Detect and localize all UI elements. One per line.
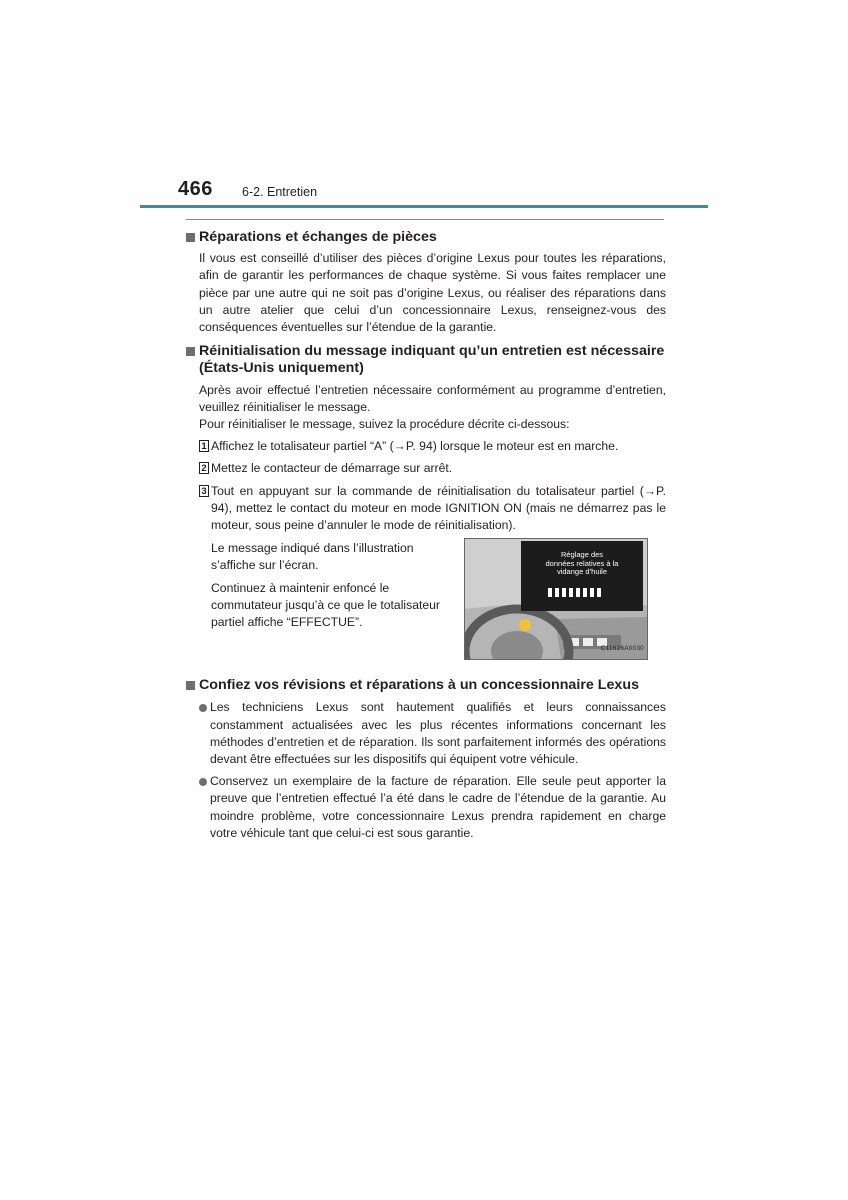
square-bullet-icon — [186, 233, 195, 242]
caption-text: Continuez à maintenir enfoncé le commutateur jusqu’à ce que le totalisateur partiel affiche “EFFECTUE”. — [211, 580, 440, 630]
section-repairs — [186, 229, 666, 336]
step-text: Affichez le totalisateur partiel “A” (→P. 94) lorsque le moteur est en marche. — [211, 439, 619, 454]
bullet-text: Conservez un exemplaire de la facture de réparation. Elle seule peut apporter la preuve que l’entretien effectué l’a été dans le cadre de l’étendue de la garantie. Au moindre problème, votre concessionnaire Lexus prendra rapidement en charge votre véhicule tant que celui-ci est sous garantie. — [210, 774, 666, 840]
step-text: Mettez le contacteur de démarrage sur arrêt. — [211, 461, 453, 476]
step-item — [199, 460, 666, 477]
step-item — [199, 438, 666, 455]
heading-text: Réinitialisation du message indiquant qu’un entretien est nécessaire (États-Unis uniquement) — [199, 343, 665, 377]
figure-code: C11626A0030 — [600, 645, 644, 653]
page-content — [186, 229, 666, 842]
caption-text: Le message indiqué dans l’illustration s’affiche sur l’écran. — [211, 541, 414, 573]
square-bullet-icon — [186, 347, 195, 356]
progress-segment — [548, 588, 552, 597]
display-screen — [521, 541, 643, 611]
step-number: 1 — [199, 440, 209, 452]
section-title: 6-2. Entretien — [242, 185, 318, 199]
dashboard-illustration — [464, 538, 648, 660]
step-item — [199, 483, 666, 535]
figure-row — [211, 540, 666, 664]
bullet-text: Les techniciens Lexus sont hautement qualifiés et leurs connaissances constamment actualisées avec les plus récentes informations concernant les méthodes d’entretien et de réparation. Ils sont parfaitement informés des opérations devant être effectuées sur les dispositifs qui équipent votre véhicule. — [210, 700, 666, 767]
screen-line: vidange d’huile — [556, 567, 608, 577]
paragraph-text: Après avoir effectué l’entretien nécessaire conformément au programme d’entretien, veuillez réinitialiser le message. — [199, 382, 666, 414]
section-reset-message — [186, 343, 666, 664]
progress-segment — [555, 588, 559, 597]
progress-segment — [569, 588, 573, 597]
paragraph-text: Il vous est conseillé d’utiliser des pièces d’origine Lexus pour toutes les réparations, afin de garantir les performances de chaque système. Si vous faites remplacer une pièce par une autre qui ne soit pas d’origine Lexus, ou réaliser des réparations dans un autre atelier que celui d’un concessionnaire Lexus, renseignez-vous des conséquences éventuelles sur l’étendue de la garantie. — [199, 251, 666, 335]
content-rule — [186, 219, 664, 220]
progress-segment — [576, 588, 580, 597]
page-header — [0, 0, 848, 215]
heading-text: Confiez vos révisions et réparations à un concessionnaire Lexus — [199, 677, 639, 694]
bullet-item — [199, 773, 666, 842]
section-dealer — [186, 677, 666, 842]
paragraph — [199, 382, 666, 434]
progress-bars — [548, 585, 604, 602]
section-heading — [186, 229, 666, 246]
paragraph-text: Pour réinitialiser le message, suivez la procédure décrite ci-dessous: — [199, 417, 570, 432]
progress-segment — [562, 588, 566, 597]
progress-segment — [583, 588, 587, 597]
screen-line: données relatives à la — [545, 558, 619, 568]
step-text: Tout en appuyant sur la commande de réinitialisation du totalisateur partiel (→P. 94), mettez le contact du moteur en mode IGNITION ON (mais ne démarrez pas le moteur, sous peine d’annuler le mode de réinitialisation). — [211, 483, 666, 533]
square-bullet-icon — [186, 681, 195, 690]
header-rule — [140, 205, 708, 208]
bullet-dot-icon — [199, 778, 207, 786]
progress-segment — [597, 588, 601, 597]
section-heading — [186, 677, 666, 694]
progress-segment — [590, 588, 594, 597]
heading-text: Réparations et échanges de pièces — [199, 229, 437, 245]
step-number: 2 — [199, 462, 209, 474]
figure-caption — [211, 540, 451, 636]
bullet-dot-icon — [199, 704, 207, 712]
bullet-item — [199, 699, 666, 768]
paragraph — [199, 250, 666, 336]
screen-message — [521, 551, 643, 577]
step-number: 3 — [199, 485, 209, 497]
section-heading — [186, 343, 666, 377]
page-number: 466 — [178, 178, 213, 200]
screen-line: Réglage des — [560, 550, 604, 560]
